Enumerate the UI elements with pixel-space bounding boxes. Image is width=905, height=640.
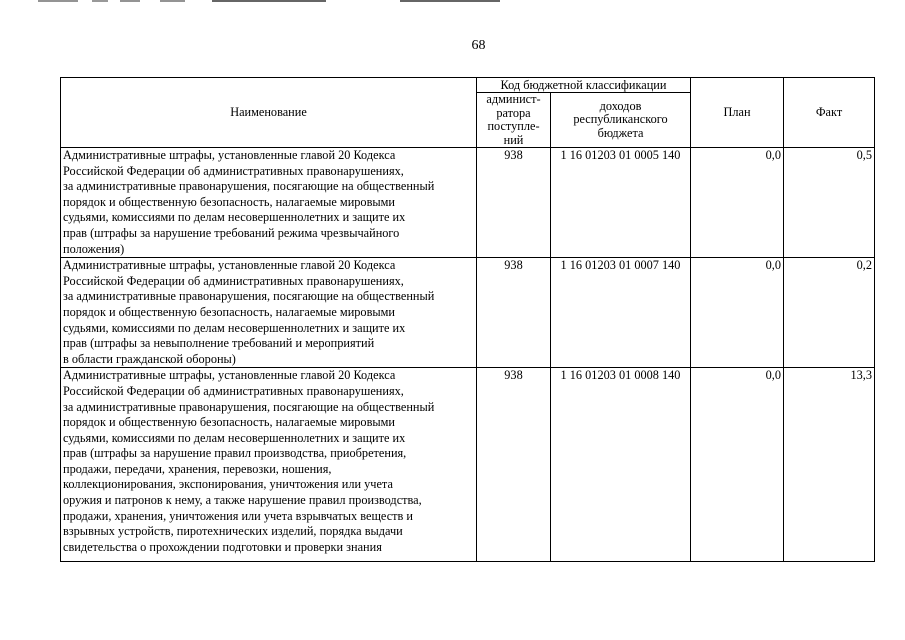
header-plan: План (691, 78, 784, 148)
scan-edge-marks (0, 0, 905, 6)
row-name: Административные штрафы, установленные главой 20 Кодекса Российской Федерации об административных правонарушениях, за административные правонарушения, посягающие на общественный порядок и общественную безопасность, налагаемые мировыми судьями, комиссиями по делам несовершеннолетних и защите их прав (штрафы за нарушение требований режима чрезвычайного положения) (61, 148, 477, 258)
row-plan: 0,0 (691, 368, 784, 562)
page-number: 68 (471, 38, 486, 53)
header-admin: админист- ратора поступле- ний (477, 93, 551, 148)
header-name: Наименование (61, 78, 477, 148)
header-row-top (61, 78, 875, 93)
header-code-group: Код бюджетной классификации (477, 78, 691, 93)
row-fact: 0,2 (784, 258, 875, 368)
table-row (61, 368, 875, 562)
row-budget-code: 1 16 01203 01 0007 140 (551, 258, 691, 368)
row-admin-code: 938 (477, 148, 551, 258)
row-budget-code: 1 16 01203 01 0005 140 (551, 148, 691, 258)
row-admin-code: 938 (477, 368, 551, 562)
row-plan: 0,0 (691, 148, 784, 258)
row-name: Административные штрафы, установленные главой 20 Кодекса Российской Федерации об административных правонарушениях, за административные правонарушения, посягающие на общественный порядок и общественную безопасность, налагаемые мировыми судьями, комиссиями по делам несовершеннолетних и защите их прав (штрафы за нарушение правил производства, приобретения, продажи, передачи, хранения, перевозки, ношения, коллекционирования, экспонирования, уничтожения или учета оружия и патронов к нему, а также нарушение правил производства, продажи, хранения, уничтожения или учета взрывчатых веществ и взрывных устройств, пиротехнических изделий, порядка выдачи свидетельства о прохождении подготовки и проверки знания (61, 368, 477, 562)
header-revenue: доходов республиканского бюджета (551, 93, 691, 148)
table-row (61, 258, 875, 368)
row-admin-code: 938 (477, 258, 551, 368)
row-budget-code: 1 16 01203 01 0008 140 (551, 368, 691, 562)
header-fact: Факт (784, 78, 875, 148)
row-fact: 0,5 (784, 148, 875, 258)
row-fact: 13,3 (784, 368, 875, 562)
table-row (61, 148, 875, 258)
budget-revenue-table (60, 77, 875, 562)
row-plan: 0,0 (691, 258, 784, 368)
row-name: Административные штрафы, установленные главой 20 Кодекса Российской Федерации об административных правонарушениях, за административные правонарушения, посягающие на общественный порядок и общественную безопасность, налагаемые мировыми судьями, комиссиями по делам несовершеннолетних и защите их прав (штрафы за невыполнение требований и мероприятий в области гражданской обороны) (61, 258, 477, 368)
